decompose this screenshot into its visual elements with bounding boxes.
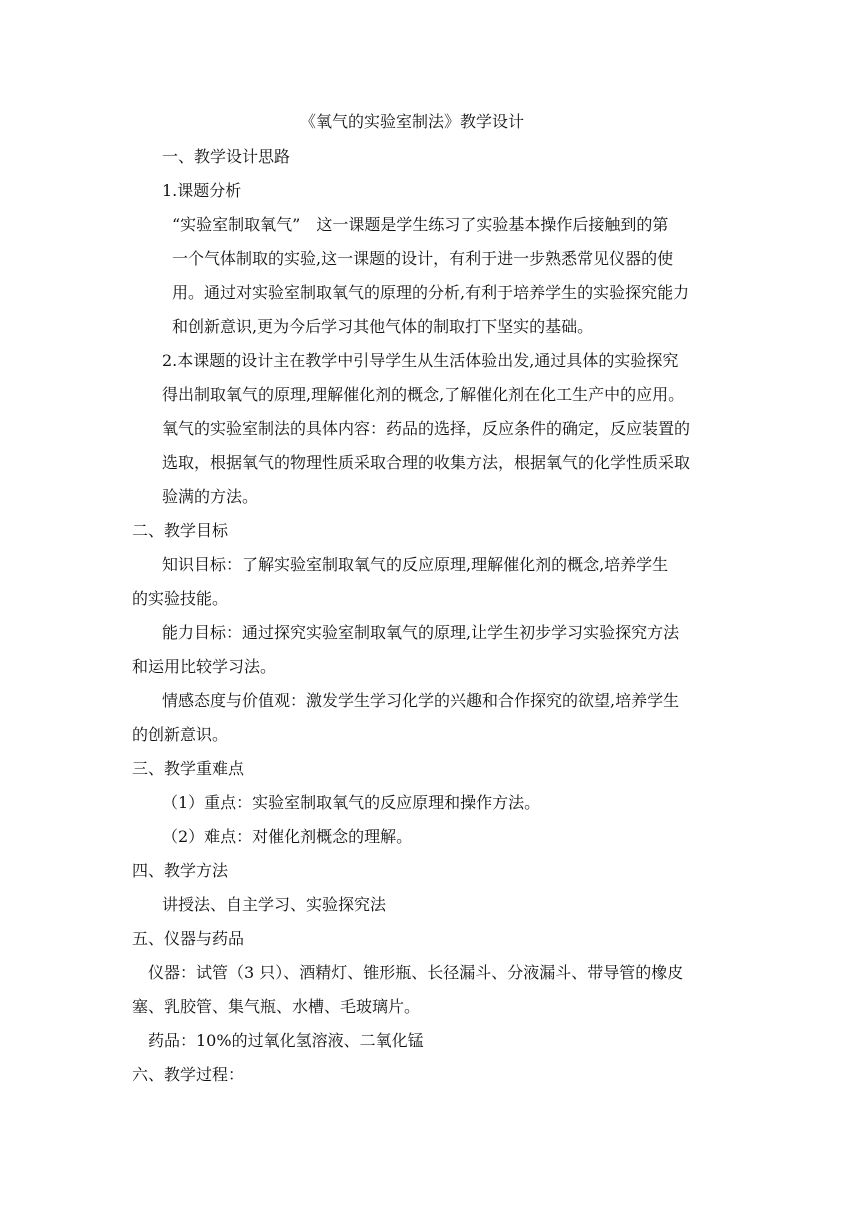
paragraph-line: 验满的方法。	[162, 487, 259, 506]
paragraph-line: 和创新意识,更为今后学习其他气体的制取打下坚实的基础。	[172, 317, 594, 336]
section-heading-equipment: 五、仪器与药品	[132, 929, 245, 948]
paragraph-line: 仪器：试管（3 只）、酒精灯、锥形瓶、长径漏斗、分液漏斗、带导管的橡皮	[148, 963, 684, 982]
paragraph-line: （1）重点：实验室制取氧气的反应原理和操作方法。	[162, 793, 541, 812]
section-heading-teaching-methods: 四、教学方法	[132, 861, 229, 880]
paragraph-line: 情感态度与价值观：激发学生学习化学的兴趣和合作探究的欲望,培养学生	[162, 691, 680, 710]
document-title: 《氧气的实验室制法》教学设计	[300, 112, 525, 131]
paragraph-line: 的实验技能。	[132, 589, 229, 608]
paragraph-line: 一个气体制取的实验,这一课题的设计，有利于进一步熟悉常见仪器的使	[172, 249, 674, 268]
section-heading-design-idea: 一、教学设计思路	[162, 147, 291, 166]
subsection-heading-topic-analysis: 1.课题分析	[162, 181, 242, 200]
paragraph-line: 知识目标：了解实验室制取氧气的反应原理,理解催化剂的概念,培养学生	[162, 555, 669, 574]
section-heading-key-points: 三、教学重难点	[132, 759, 245, 778]
paragraph-line: 氧气的实验室制法的具体内容：药品的选择，反应条件的确定，反应装置的	[162, 419, 691, 438]
paragraph-line: 讲授法、自主学习、实验探究法	[162, 895, 387, 914]
paragraph-line: 用。通过对实验室制取氧气的原理的分析,有利于培养学生的实验探究能力	[172, 283, 690, 302]
paragraph-line: 2.本课题的设计主在教学中引导学生从生活体验出发,通过具体的实验探究	[162, 351, 679, 370]
paragraph-line: 的创新意识。	[132, 725, 229, 744]
paragraph-line: 塞、乳胶管、集气瓶、水槽、毛玻璃片。	[132, 997, 421, 1016]
paragraph-line: 能力目标：通过探究实验室制取氧气的原理,让学生初步学习实验探究方法	[162, 623, 680, 642]
paragraph-line: 得出制取氧气的原理,理解催化剂的概念,了解催化剂在化工生产中的应用。	[162, 385, 685, 404]
section-heading-teaching-process: 六、教学过程：	[132, 1065, 245, 1084]
paragraph-line: 选取，根据氧气的物理性质采取合理的收集方法，根据氧气的化学性质采取	[162, 453, 691, 472]
section-heading-teaching-goals: 二、教学目标	[132, 521, 229, 540]
paragraph-line: 和运用比较学习法。	[132, 657, 277, 676]
paragraph-line: 药品：10%的过氧化氢溶液、二氧化锰	[148, 1031, 424, 1050]
paragraph-line: （2）难点：对催化剂概念的理解。	[162, 827, 413, 846]
paragraph-line: “实验室制取氧气” 这一课题是学生练习了实验基本操作后接触到的第	[172, 215, 669, 234]
